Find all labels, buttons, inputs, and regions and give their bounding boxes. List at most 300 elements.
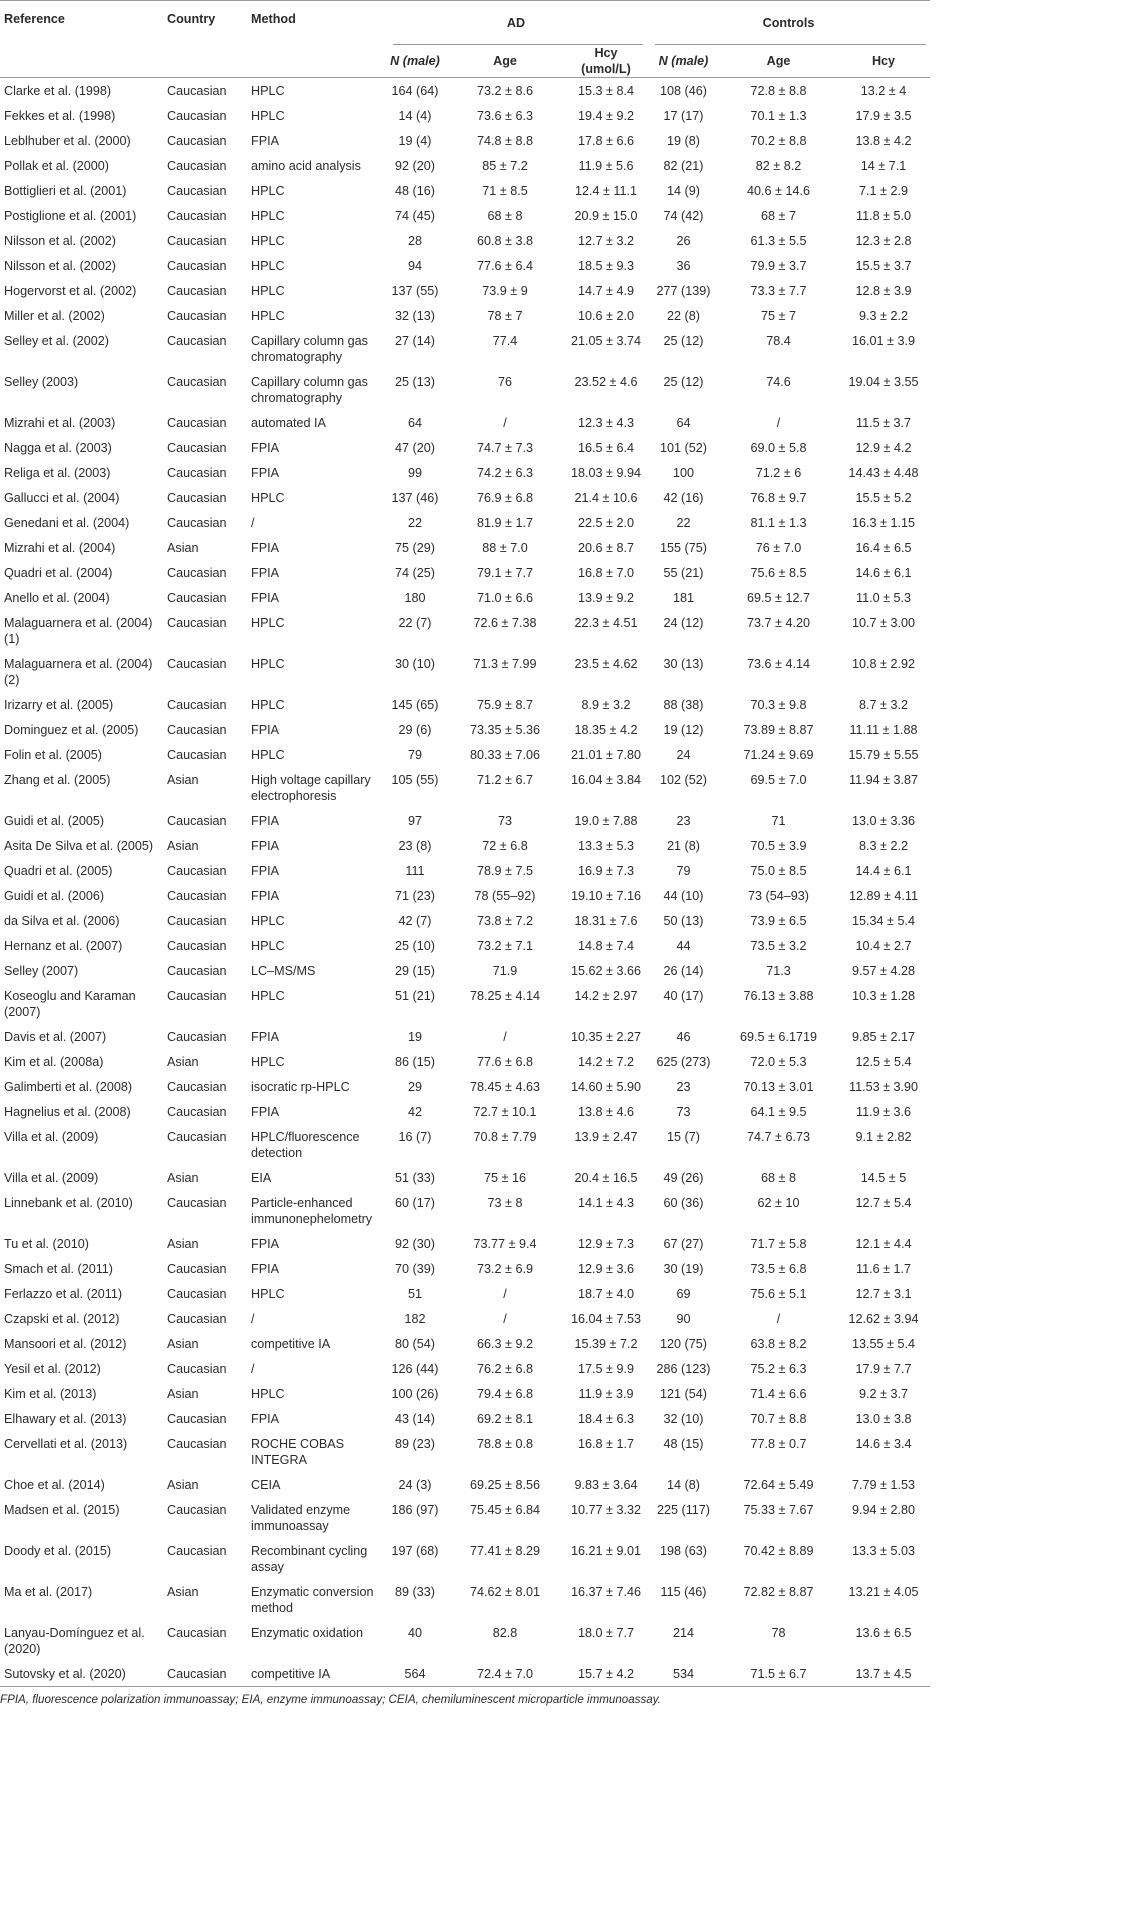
country-cell: Caucasian <box>167 1262 227 1276</box>
table-row <box>0 767 930 808</box>
header-reference: Reference <box>0 1 163 46</box>
control-age-cell: 69.5 ± 12.7 <box>747 591 810 605</box>
ad-age-cell: 74.62 ± 8.01 <box>470 1585 540 1599</box>
control-hcy-cell: 10.4 ± 2.7 <box>855 939 912 953</box>
reference-cell: da Silva et al. (2006) <box>4 914 120 928</box>
control-age-cell: 70.13 ± 3.01 <box>743 1080 814 1094</box>
country-cell: Asian <box>167 541 199 555</box>
control-age-cell: 70.5 ± 3.9 <box>750 839 807 853</box>
method-cell: FPIA <box>251 134 279 148</box>
ad-n-cell: 97 <box>407 814 422 828</box>
header-ad-group: AD <box>385 1 647 46</box>
method-cell: HPLC <box>251 1287 285 1301</box>
table-row <box>0 410 930 435</box>
method-cell: HPLC <box>251 84 285 98</box>
country-cell: Caucasian <box>167 1080 227 1094</box>
table-row <box>0 560 930 585</box>
method-cell: FPIA <box>251 889 279 903</box>
reference-cell: Hogervorst et al. (2002) <box>4 284 137 298</box>
control-hcy-cell: 12.7 ± 5.4 <box>855 1196 912 1210</box>
ad-hcy-cell: 14.8 ± 7.4 <box>578 939 634 953</box>
table-row <box>0 178 930 203</box>
country-cell: Caucasian <box>167 1287 227 1301</box>
table-row <box>0 858 930 883</box>
ad-age-cell: 79.1 ± 7.7 <box>477 566 533 580</box>
ad-hcy-cell: 12.9 ± 7.3 <box>578 1237 634 1251</box>
reference-cell: Hernanz et al. (2007) <box>4 939 123 953</box>
ad-age-cell: 73.6 ± 6.3 <box>477 109 533 123</box>
country-cell: Caucasian <box>167 209 227 223</box>
country-cell: Caucasian <box>167 184 227 198</box>
country-cell: Caucasian <box>167 1626 227 1640</box>
ad-n-cell: 19 <box>407 1030 422 1044</box>
reference-cell: Selley (2003) <box>4 375 79 389</box>
country-cell: Caucasian <box>167 1362 227 1376</box>
ad-hcy-cell: 15.39 ± 7.2 <box>574 1337 638 1351</box>
method-cell: FPIA <box>251 541 279 555</box>
ad-age-cell: 73.9 ± 9 <box>482 284 528 298</box>
country-cell: Caucasian <box>167 1196 227 1210</box>
table-row <box>0 742 930 767</box>
header-ctrl-n <box>647 45 720 78</box>
country-cell: Caucasian <box>167 491 227 505</box>
ad-n-cell: 94 <box>407 259 422 273</box>
table-row <box>0 1406 930 1431</box>
reference-cell: Folin et al. (2005) <box>4 748 103 762</box>
ad-n-cell: 32 (13) <box>395 309 435 323</box>
control-n-cell: 64 <box>676 416 691 430</box>
reference-cell: Malaguarnera et al. (2004)(2) <box>4 657 153 687</box>
control-n-cell: 101 (52) <box>660 441 707 455</box>
country-cell: Asian <box>167 1237 199 1251</box>
method-cell: HPLC <box>251 209 285 223</box>
country-cell: Caucasian <box>167 309 227 323</box>
country-cell: Caucasian <box>167 416 227 430</box>
country-cell: Caucasian <box>167 723 227 737</box>
country-cell: Asian <box>167 839 199 853</box>
method-cell: High voltage capillary electrophoresis <box>251 773 371 803</box>
ad-n-cell: 145 (65) <box>391 698 439 712</box>
ad-age-cell: 70.8 ± 7.79 <box>473 1130 537 1144</box>
header-ctrl-n-label: N (male) <box>658 54 709 68</box>
country-cell: Caucasian <box>167 1105 227 1119</box>
method-cell: HPLC <box>251 309 285 323</box>
ad-n-cell: 16 (7) <box>398 1130 432 1144</box>
control-n-cell: 181 <box>672 591 694 605</box>
reference-cell: Czapski et al. (2012) <box>4 1312 120 1326</box>
control-n-cell: 30 (19) <box>663 1262 704 1276</box>
control-hcy-cell: 9.94 ± 2.80 <box>852 1503 915 1517</box>
method-cell: HPLC <box>251 1055 285 1069</box>
country-cell: Caucasian <box>167 616 227 630</box>
control-hcy-cell: 13.0 ± 3.8 <box>855 1412 912 1426</box>
table-footnote: FPIA, fluorescence polarization immunoassay; EIA, enzyme immunoassay; CEIA, chemiluminescent microparticle immunoassay. <box>0 1693 661 1706</box>
ad-age-cell: 73 <box>497 814 512 828</box>
ad-n-cell: 126 (44) <box>391 1362 439 1376</box>
control-n-cell: 60 (36) <box>663 1196 704 1210</box>
reference-cell: Ferlazzo et al. (2011) <box>4 1287 123 1301</box>
ad-n-cell: 51 (21) <box>395 989 435 1003</box>
ad-age-cell: 74.8 ± 8.8 <box>477 134 533 148</box>
country-cell: Caucasian <box>167 1030 227 1044</box>
method-cell: FPIA <box>251 864 279 878</box>
control-age-cell: 75 ± 7 <box>761 309 796 323</box>
ad-hcy-cell: 13.9 ± 2.47 <box>574 1130 638 1144</box>
control-age-cell: 71.2 ± 6 <box>755 466 802 480</box>
method-cell: HPLC <box>251 939 285 953</box>
reference-cell: Nagga et al. (2003) <box>4 441 112 455</box>
ad-n-cell: 111 <box>405 864 425 878</box>
table-row <box>0 1256 930 1281</box>
ad-hcy-cell: 21.05 ± 3.74 <box>571 334 641 348</box>
header-ad-hcy: Hcy (umol/L) <box>565 45 647 78</box>
ad-n-cell: 30 (10) <box>395 657 435 671</box>
control-n-cell: 277 (139) <box>656 284 711 298</box>
reference-cell: Kim et al. (2013) <box>4 1387 97 1401</box>
method-cell: ROCHE COBAS INTEGRA <box>251 1437 345 1467</box>
control-hcy-cell: 11.8 ± 5.0 <box>856 209 911 223</box>
method-cell: FPIA <box>251 1262 279 1276</box>
control-n-cell: 67 (27) <box>663 1237 704 1251</box>
control-age-cell: 74.7 ± 6.73 <box>747 1130 810 1144</box>
ad-age-cell: / <box>503 1030 507 1044</box>
method-cell: competitive IA <box>247 1661 385 1687</box>
ad-hcy-cell: 20.6 ± 8.7 <box>578 541 634 555</box>
country-cell: Caucasian <box>167 964 227 978</box>
ad-age-cell: / <box>503 1312 507 1326</box>
table-row <box>0 1190 930 1231</box>
reference-cell: Irizarry et al. (2005) <box>4 698 114 712</box>
ad-age-cell: 75.9 ± 8.7 <box>477 698 533 712</box>
method-cell: HPLC <box>251 109 285 123</box>
table-row <box>0 228 930 253</box>
control-hcy-cell: 11.53 ± 3.90 <box>849 1080 919 1094</box>
ad-n-cell: 74 (25) <box>395 566 435 580</box>
method-cell: Enzymatic oxidation <box>251 1626 363 1640</box>
ad-hcy-cell: 11.9 ± 3.9 <box>578 1387 634 1401</box>
ad-age-cell: 72.4 ± 7.0 <box>445 1661 565 1687</box>
control-n-cell: 286 (123) <box>656 1362 711 1376</box>
country-cell: Asian <box>167 1478 199 1492</box>
method-cell: HPLC <box>251 1387 285 1401</box>
control-n-cell: 24 <box>676 748 691 762</box>
control-age-cell: 72.82 ± 8.87 <box>743 1585 814 1599</box>
control-hcy-cell: 14.5 ± 5 <box>860 1171 907 1185</box>
ad-hcy-cell: 18.31 ± 7.6 <box>574 914 638 928</box>
control-age-cell: 76.8 ± 9.7 <box>750 491 807 505</box>
control-n-cell: 44 (10) <box>663 889 704 903</box>
reference-cell: Linnebank et al. (2010) <box>4 1196 133 1210</box>
ad-n-cell: 42 <box>407 1105 422 1119</box>
ad-age-cell: 82.8 <box>492 1626 518 1640</box>
control-age-cell: 76 ± 7.0 <box>755 541 802 555</box>
control-age-cell: 70.2 ± 8.8 <box>750 134 807 148</box>
ad-hcy-cell: 12.7 ± 3.2 <box>578 234 634 248</box>
reference-cell: Cervellati et al. (2013) <box>4 1437 128 1451</box>
reference-cell: Guidi et al. (2005) <box>4 814 105 828</box>
country-cell: Caucasian <box>167 334 227 348</box>
ad-n-cell: 47 (20) <box>395 441 435 455</box>
country-cell: Caucasian <box>167 284 227 298</box>
control-hcy-cell: 16.01 ± 3.9 <box>852 334 915 348</box>
table-row <box>0 1281 930 1306</box>
reference-cell: Dominguez et al. (2005) <box>4 723 139 737</box>
control-age-cell: 81.1 ± 1.3 <box>750 516 807 530</box>
control-n-cell: 225 (117) <box>657 1503 710 1517</box>
ad-n-cell: 74 (45) <box>395 209 435 223</box>
control-hcy-cell: 13.55 ± 5.4 <box>852 1337 915 1351</box>
table-row <box>0 485 930 510</box>
table-row <box>0 128 930 153</box>
country-cell: Caucasian <box>167 1130 227 1144</box>
table-row <box>0 1231 930 1256</box>
table-row <box>0 1099 930 1124</box>
control-n-cell: 102 (52) <box>660 773 707 787</box>
ad-hcy-cell: 20.9 ± 15.0 <box>574 209 638 223</box>
ad-hcy-cell: 19.0 ± 7.88 <box>574 814 638 828</box>
table-row <box>0 153 930 178</box>
table-row <box>0 460 930 485</box>
table-row <box>0 1074 930 1099</box>
country-cell: Caucasian <box>167 566 227 580</box>
control-age-cell: 72.8 ± 8.8 <box>750 84 807 98</box>
reference-cell: Mansoori et al. (2012) <box>4 1337 127 1351</box>
ad-hcy-cell: 12.3 ± 4.3 <box>578 416 634 430</box>
ad-age-cell: 78.9 ± 7.5 <box>477 864 533 878</box>
control-n-cell: 25 (12) <box>663 375 704 389</box>
method-cell: Validated enzyme immunoassay <box>251 1503 351 1533</box>
ad-n-cell: 14 (4) <box>398 109 432 123</box>
ad-n-cell: 137 (46) <box>391 491 439 505</box>
reference-cell: Nilsson et al. (2002) <box>4 259 116 273</box>
ad-hcy-cell: 18.4 ± 6.3 <box>578 1412 634 1426</box>
country-cell: Caucasian <box>167 889 227 903</box>
control-n-cell: 74 (42) <box>663 209 704 223</box>
ad-age-cell: / <box>503 416 507 430</box>
control-n-cell: 46 <box>676 1030 691 1044</box>
ad-age-cell: 80.33 ± 7.06 <box>470 748 540 762</box>
reference-cell: Guidi et al. (2006) <box>4 889 105 903</box>
table-row <box>0 278 930 303</box>
ad-hcy-cell: 12.9 ± 3.6 <box>578 1262 634 1276</box>
reference-cell: Lanyau-Domínguez et al. (2020) <box>4 1626 145 1656</box>
control-hcy-cell: 15.5 ± 3.7 <box>855 259 912 273</box>
control-hcy-cell: 11.94 ± 3.87 <box>849 773 919 787</box>
table-header <box>0 1 930 78</box>
reference-cell: Galimberti et al. (2008) <box>4 1080 133 1094</box>
control-n-cell: 19 (8) <box>667 134 700 148</box>
control-age-cell: 79.9 ± 3.7 <box>750 259 807 273</box>
control-age-cell: 75.6 ± 8.5 <box>750 566 807 580</box>
method-cell: amino acid analysis <box>251 159 361 173</box>
control-hcy-cell: 16.4 ± 6.5 <box>855 541 912 555</box>
ad-hcy-cell: 23.52 ± 4.6 <box>574 375 638 389</box>
control-age-cell: / <box>776 1312 781 1326</box>
ad-n-cell: 28 <box>407 234 422 248</box>
header-blank-3 <box>247 45 385 78</box>
control-n-cell: 26 (14) <box>663 964 704 978</box>
reference-cell: Villa et al. (2009) <box>4 1130 99 1144</box>
ad-age-cell: 88 ± 7.0 <box>482 541 528 555</box>
reference-cell: Sutovsky et al. (2020) <box>0 1661 163 1687</box>
control-n-cell: 32 (10) <box>663 1412 704 1426</box>
method-cell: Recombinant cycling assay <box>251 1544 368 1574</box>
reference-cell: Madsen et al. (2015) <box>4 1503 120 1517</box>
control-hcy-cell: 9.2 ± 3.7 <box>859 1387 908 1401</box>
reference-cell: Malaguarnera et al. (2004)(1) <box>4 616 153 646</box>
header-ctrl-hcy: Hcy <box>837 45 930 78</box>
country-cell: Caucasian <box>167 989 227 1003</box>
method-cell: HPLC <box>251 748 285 762</box>
ad-hcy-cell: 14.7 ± 4.9 <box>578 284 634 298</box>
method-cell: HPLC <box>251 698 285 712</box>
country-cell: Caucasian <box>167 259 227 273</box>
reference-cell: Yesil et al. (2012) <box>4 1362 101 1376</box>
control-age-cell: 62 ± 10 <box>757 1196 800 1210</box>
country-cell: Caucasian <box>167 159 227 173</box>
control-hcy-cell: 12.89 ± 4.11 <box>849 889 919 903</box>
ad-n-cell: 29 <box>407 1080 422 1094</box>
control-age-cell: 73.6 ± 4.14 <box>747 657 810 671</box>
control-hcy-cell: 14.43 ± 4.48 <box>848 466 919 480</box>
control-age-cell: 75.6 ± 5.1 <box>750 1287 807 1301</box>
table-row <box>0 717 930 742</box>
control-age-cell: 76.13 ± 3.88 <box>743 989 814 1003</box>
reference-cell: Ma et al. (2017) <box>4 1585 93 1599</box>
ad-n-cell: 51 <box>407 1287 422 1301</box>
table-row <box>0 983 930 1024</box>
ad-age-cell: 69.25 ± 8.56 <box>470 1478 540 1492</box>
reference-cell: Hagnelius et al. (2008) <box>4 1105 131 1119</box>
ad-hcy-cell: 16.8 ± 1.7 <box>578 1437 634 1451</box>
method-cell: FPIA <box>251 814 279 828</box>
ad-n-cell: 60 (17) <box>395 1196 435 1210</box>
country-cell: Caucasian <box>167 234 227 248</box>
ad-n-cell: 105 (55) <box>391 773 439 787</box>
table-row <box>0 808 930 833</box>
control-age-cell: 71.4 ± 6.6 <box>750 1387 807 1401</box>
ad-hcy-cell: 18.03 ± 9.94 <box>571 466 641 480</box>
ad-age-cell: 66.3 ± 9.2 <box>477 1337 533 1351</box>
ad-n-cell: 25 (13) <box>395 375 435 389</box>
control-n-cell: 100 <box>672 466 694 480</box>
control-hcy-cell: 12.9 ± 4.2 <box>855 441 912 455</box>
method-cell: FPIA <box>251 723 279 737</box>
country-cell: Caucasian <box>167 748 227 762</box>
control-age-cell: 73.5 ± 3.2 <box>750 939 807 953</box>
reference-cell: Quadri et al. (2004) <box>4 566 113 580</box>
table-row <box>0 103 930 128</box>
ad-hcy-cell: 16.37 ± 7.46 <box>571 1585 641 1599</box>
country-cell: Caucasian <box>167 864 227 878</box>
ad-age-cell: 73.8 ± 7.2 <box>477 914 533 928</box>
control-hcy-cell: 14.6 ± 3.4 <box>855 1437 912 1451</box>
control-n-cell: 88 (38) <box>663 698 704 712</box>
ad-n-cell: 164 (64) <box>391 84 439 98</box>
ad-age-cell: 75 ± 16 <box>484 1171 526 1185</box>
table-row <box>0 610 930 651</box>
reference-cell: Quadri et al. (2005) <box>4 864 113 878</box>
control-hcy-cell: 13.21 ± 4.05 <box>848 1585 919 1599</box>
header-controls-group: Controls <box>647 1 930 46</box>
ad-n-cell: 197 (68) <box>391 1544 439 1558</box>
ad-n-cell: 89 (33) <box>395 1585 435 1599</box>
header-blank-2 <box>163 45 247 78</box>
ad-hcy-cell: 13.3 ± 5.3 <box>578 839 634 853</box>
control-n-cell: 23 <box>676 1080 691 1094</box>
country-cell: Caucasian <box>167 466 227 480</box>
ad-hcy-cell: 15.7 ± 4.2 <box>565 1661 647 1687</box>
control-hcy-cell: 12.3 ± 2.8 <box>855 234 912 248</box>
control-n-cell: 36 <box>676 259 691 273</box>
control-age-cell: 74.6 <box>766 375 791 389</box>
ad-hcy-cell: 9.83 ± 3.64 <box>574 1478 638 1492</box>
reference-cell: Zhang et al. (2005) <box>4 773 111 787</box>
method-cell: Enzymatic conversion method <box>251 1585 374 1615</box>
control-n-cell: 21 (8) <box>667 839 700 853</box>
ad-hcy-cell: 16.8 ± 7.0 <box>578 566 634 580</box>
control-age-cell: 64.1 ± 9.5 <box>750 1105 807 1119</box>
ad-age-cell: 73.35 ± 5.36 <box>470 723 540 737</box>
ad-n-cell: 564 <box>385 1661 445 1687</box>
method-cell: / <box>251 1362 255 1376</box>
ad-n-cell: 25 (10) <box>395 939 435 953</box>
ad-n-cell: 92 (20) <box>395 159 435 173</box>
control-n-cell: 120 (75) <box>660 1337 707 1351</box>
table-row <box>0 1497 930 1538</box>
ad-n-cell: 89 (23) <box>395 1437 435 1451</box>
table-row <box>0 1331 930 1356</box>
ad-age-cell: 76.2 ± 6.8 <box>477 1362 533 1376</box>
method-cell: automated IA <box>251 416 326 430</box>
reference-cell: Genedani et al. (2004) <box>4 516 130 530</box>
method-cell: FPIA <box>251 591 279 605</box>
control-n-cell: 198 (63) <box>660 1544 707 1558</box>
ad-hcy-cell: 18.0 ± 7.7 <box>578 1626 634 1640</box>
method-cell: FPIA <box>251 1412 279 1426</box>
reference-cell: Postiglione et al. (2001) <box>4 209 137 223</box>
ad-hcy-cell: 18.7 ± 4.0 <box>578 1287 634 1301</box>
table-row <box>0 1356 930 1381</box>
control-hcy-cell: 15.34 ± 5.4 <box>852 914 915 928</box>
ad-n-cell: 137 (55) <box>391 284 439 298</box>
method-cell: CEIA <box>251 1478 281 1492</box>
method-cell: FPIA <box>251 466 279 480</box>
table-row <box>0 535 930 560</box>
ad-age-cell: 78 ± 7 <box>487 309 523 323</box>
country-cell: Caucasian <box>167 1412 227 1426</box>
header-country: Country <box>163 1 247 46</box>
country-cell: Caucasian <box>167 1437 227 1451</box>
table-row <box>0 1024 930 1049</box>
method-cell: competitive IA <box>251 1337 331 1351</box>
ad-n-cell: 182 <box>404 1312 426 1326</box>
country-cell: Asian <box>167 1387 199 1401</box>
table-row <box>0 1538 930 1579</box>
control-hcy-cell: 10.7 ± 3.00 <box>852 616 915 630</box>
control-n-cell: 534 <box>647 1661 720 1687</box>
method-cell: isocratic rp-HPLC <box>251 1080 350 1094</box>
control-age-cell: 68 ± 7 <box>761 209 796 223</box>
table-row <box>0 833 930 858</box>
control-n-cell: 24 (12) <box>663 616 704 630</box>
country-cell: Caucasian <box>167 109 227 123</box>
control-n-cell: 90 <box>676 1312 691 1326</box>
ad-age-cell: 71.2 ± 6.7 <box>477 773 533 787</box>
ad-n-cell: 22 (7) <box>398 616 432 630</box>
ad-hcy-cell: 16.04 ± 3.84 <box>571 773 641 787</box>
reference-cell: Gallucci et al. (2004) <box>4 491 120 505</box>
